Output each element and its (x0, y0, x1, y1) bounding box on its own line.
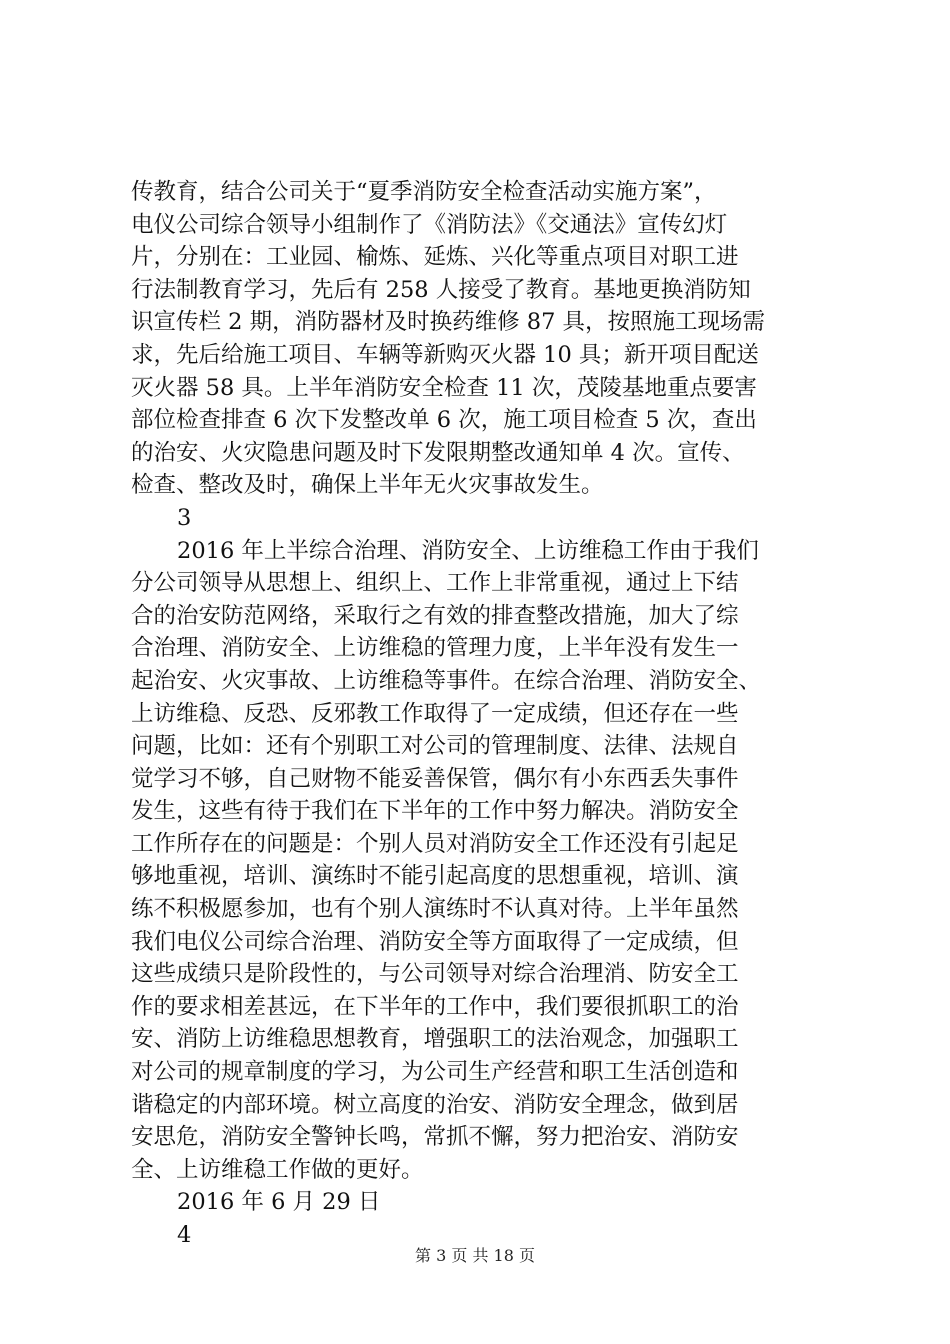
text-line: 合治理、消防安全、上访维稳的管理力度，上半年没有发生一 (131, 635, 739, 662)
page-footer: 第 3 页 共 18 页 (415, 1246, 535, 1265)
text-line: 上访维稳、反恐、反邪教工作取得了一定成绩，但还存在一些 (131, 700, 739, 727)
paragraph-first-line: 2016 年上半综合治理、消防安全、上访维稳工作由于我们 (177, 537, 759, 564)
text-line: 安、消防上访维稳思想教育，增强职工的法治观念，加强职工 (131, 1026, 739, 1053)
document-date: 2016 年 6 月 29 日 (177, 1189, 381, 1216)
text-line: 作的要求相差甚远，在下半年的工作中，我们要很抓职工的治 (131, 993, 739, 1020)
text-line: 问题，比如：还有个别职工对公司的管理制度、法律、法规自 (131, 733, 739, 760)
section-number: 4 (177, 1222, 192, 1248)
text-line: 这些成绩只是阶段性的，与公司领导对综合治理消、防安全工 (131, 961, 739, 988)
text-line: 电仪公司综合领导小组制作了《消防法》《交通法》宣传幻灯 (131, 211, 728, 238)
text-line: 求，先后给施工项目、车辆等新购灭火器 10 具；新开项目配送 (131, 341, 759, 368)
text-line: 练不积极愿参加，也有个别人演练时不认真对待。上半年虽然 (131, 896, 739, 923)
text-line: 灭火器 58 具。上半年消防安全检查 11 次，茂陵基地重点要害 (131, 374, 757, 401)
text-line: 对公司的规章制度的学习，为公司生产经营和职工生活创造和 (131, 1059, 739, 1086)
text-line: 全、上访维稳工作做的更好。 (131, 1156, 424, 1183)
text-line: 片，分别在：工业园、榆炼、延炼、兴化等重点项目对职工进 (131, 244, 739, 271)
text-line: 工作所存在的问题是：个别人员对消防安全工作还没有引起足 (131, 830, 739, 857)
text-line: 我们电仪公司综合治理、消防安全等方面取得了一定成绩，但 (131, 928, 739, 955)
text-line: 部位检查排查 6 次下发整改单 6 次，施工项目检查 5 次，查出 (131, 407, 757, 434)
text-line: 安思危，消防安全警钟长鸣，常抓不懈，努力把治安、消防安 (131, 1124, 739, 1151)
text-line: 传教育，结合公司关于“夏季消防安全检查活动实施方案”， (131, 179, 717, 205)
text-line: 检查、整改及时，确保上半年无火灾事故发生。 (131, 472, 604, 499)
text-line: 觉学习不够，自己财物不能妥善保管，偶尔有小东西丢失事件 (131, 765, 739, 792)
text-line: 行法制教育学习，先后有 258 人接受了教育。基地更换消防知 (131, 276, 751, 303)
text-line: 识宣传栏 2 期，消防器材及时换药维修 87 具，按照施工现场需 (131, 309, 766, 336)
text-line: 谐稳定的内部环境。树立高度的治安、消防安全理念，做到居 (131, 1091, 739, 1118)
text-line: 发生，这些有待于我们在下半年的工作中努力解决。消防安全 (131, 798, 739, 825)
text-line: 够地重视，培训、演练时不能引起高度的思想重视，培训、演 (131, 863, 739, 890)
text-line: 分公司领导从思想上、组织上、工作上非常重视，通过上下结 (131, 570, 739, 597)
section-number: 3 (177, 504, 192, 531)
text-line: 起治安、火灾事故、上访维稳等事件。在综合治理、消防安全、 (131, 667, 762, 694)
text-line: 的治安、火灾隐患问题及时下发限期整改通知单 4 次。宣传、 (131, 439, 745, 466)
text-line: 合的治安防范网络，采取行之有效的排查整改措施，加大了综 (131, 602, 739, 629)
document-body (131, 176, 821, 1252)
